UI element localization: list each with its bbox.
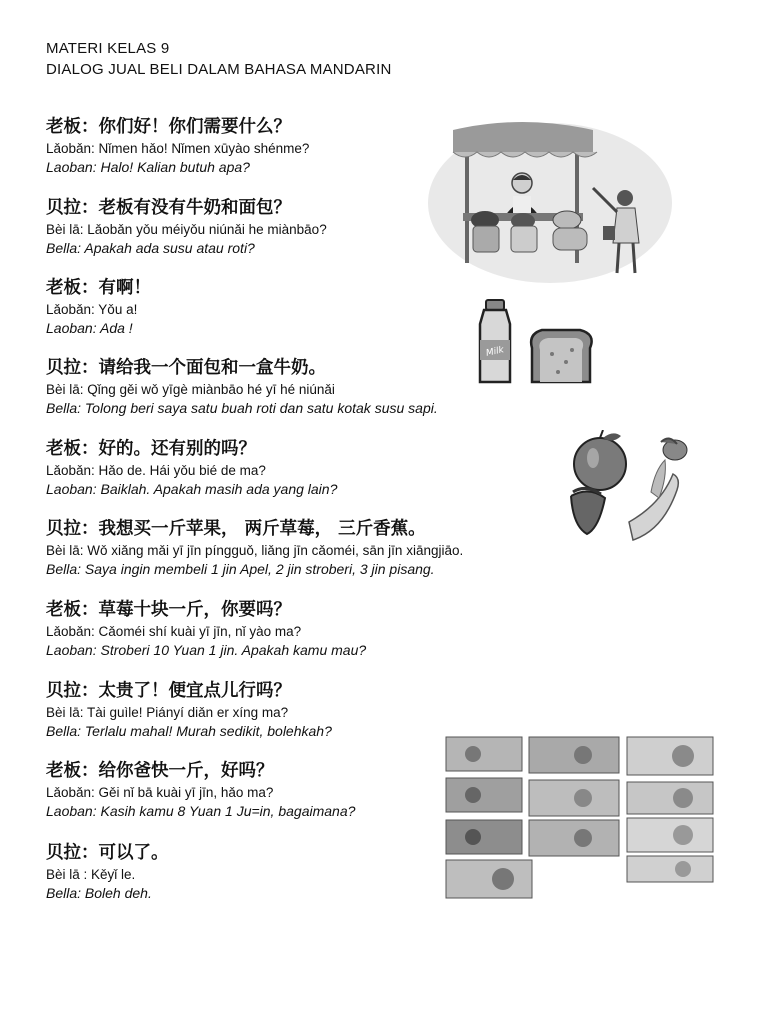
- milk-and-bread-illustration: [470, 296, 600, 388]
- indonesian-line: Laoban: Ada !: [46, 320, 133, 336]
- class-title: MATERI KELAS 9: [46, 40, 170, 57]
- indonesian-line: Laoban: Baiklah. Apakah masih ada yang lain?: [46, 481, 338, 497]
- pinyin-line: Bèi lā : Kěyǐ le.: [46, 867, 136, 882]
- pinyin-line: Bèi lā: Tài guìle! Piányí diǎn er xíng ma?: [46, 705, 289, 720]
- milk-label: Milk: [485, 345, 505, 359]
- pinyin-line: Bèi lā: Qǐng gěi wǒ yīgè miànbāo hé yī hé niúnǎi: [46, 382, 335, 397]
- indonesian-line: Bella: Apakah ada susu atau roti?: [46, 240, 255, 256]
- chinese-line: 贝拉：太贵了！便宜点儿行吗？: [46, 681, 291, 701]
- chinese-line: 老板：有啊！: [46, 278, 151, 298]
- banknotes-illustration: [443, 734, 733, 904]
- dialog-block: [46, 517, 606, 579]
- fruits-illustration: [565, 430, 695, 545]
- document-title: DIALOG JUAL BELI DALAM BAHASA MANDARIN: [46, 61, 392, 78]
- indonesian-line: Bella: Tolong beri saya satu buah roti dan satu kotak susu sapi.: [46, 400, 438, 416]
- pinyin-line: Lǎobǎn: Hǎo de. Hái yǒu bié de ma?: [46, 463, 266, 478]
- dialog-block: [46, 437, 606, 499]
- dialog-block: [46, 598, 606, 660]
- chinese-line: 老板：给你爸快一斤，好吗？: [46, 761, 274, 781]
- pinyin-line: Bèi lā: Wǒ xiǎng mǎi yī jīn píngguǒ, liǎng jīn cǎoméi, sān jīn xiāngjiāo.: [46, 543, 464, 558]
- chinese-line: 贝拉：可以了。: [46, 843, 169, 863]
- chinese-line: 贝拉：老板有没有牛奶和面包？: [46, 198, 291, 218]
- pinyin-line: Lǎobǎn: Yǒu a!: [46, 302, 138, 317]
- indonesian-line: Laoban: Kasih kamu 8 Yuan 1 Ju=in, bagaimana?: [46, 803, 356, 819]
- pinyin-line: Lǎobǎn: Cǎoméi shí kuài yī jīn, nǐ yào ma?: [46, 624, 302, 639]
- indonesian-line: Laoban: Stroberi 10 Yuan 1 jin. Apakah kamu mau?: [46, 642, 367, 658]
- indonesian-line: Bella: Boleh deh.: [46, 885, 152, 901]
- chinese-line: 老板：草莓十块一斤，你要吗？: [46, 600, 291, 620]
- pinyin-line: Lǎobǎn: Nǐmen hǎo! Nǐmen xūyào shénme?: [46, 141, 310, 156]
- pinyin-line: Lǎobǎn: Gěi nǐ bā kuài yī jīn, hǎo ma?: [46, 785, 274, 800]
- chinese-line: 老板：好的。还有别的吗？: [46, 439, 256, 459]
- page-header: [46, 38, 391, 80]
- chinese-line: 老板：你们好！你们需要什么？: [46, 117, 291, 137]
- indonesian-line: Laoban: Halo! Kalian butuh apa?: [46, 159, 250, 175]
- indonesian-line: Bella: Saya ingin membeli 1 jin Apel, 2 jin stroberi, 3 jin pisang.: [46, 561, 435, 577]
- chinese-line: 贝拉：我想买一斤苹果， 两斤草莓， 三斤香蕉。: [46, 519, 426, 539]
- market-stall-illustration: [425, 108, 680, 283]
- pinyin-line: Bèi lā: Lǎobǎn yǒu méiyǒu niúnǎi he miànbāo?: [46, 222, 327, 237]
- chinese-line: 贝拉：请给我一个面包和一盒牛奶。: [46, 358, 326, 378]
- dialog-block: [46, 679, 606, 741]
- indonesian-line: Bella: Terlalu mahal! Murah sedikit, bolehkah?: [46, 723, 332, 739]
